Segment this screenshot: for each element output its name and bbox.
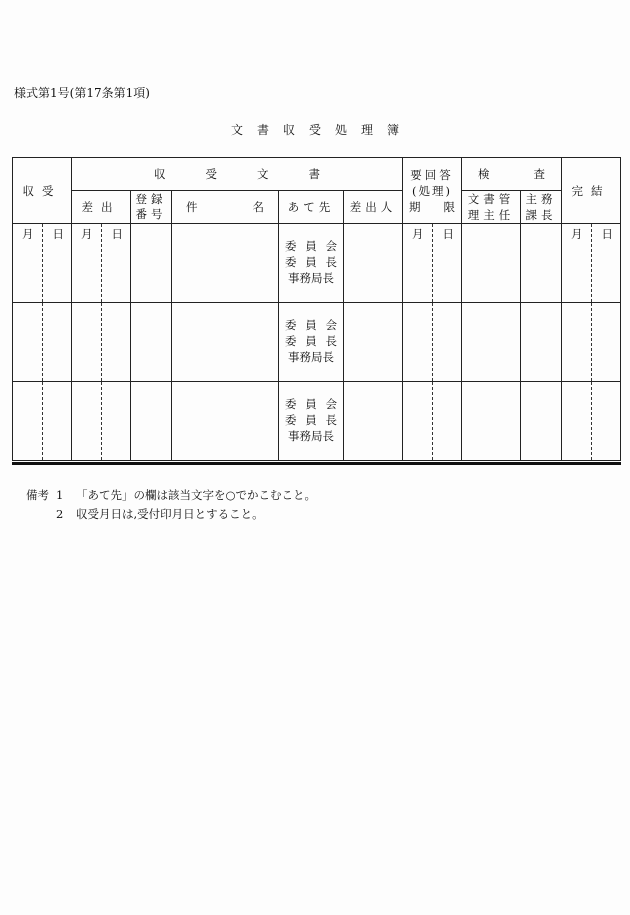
addressee-cell[interactable]: 委 員 会 委 員 長 事務局長 xyxy=(279,224,344,303)
subject-cell[interactable] xyxy=(172,382,279,461)
registration-number-header: 登録 番号 xyxy=(131,191,172,224)
subject-header: 件 名 xyxy=(172,191,279,224)
note-text: 収受月日は,受付印月日とすること。 xyxy=(76,507,264,521)
sender-date-cell[interactable] xyxy=(72,382,131,461)
sender-person-cell[interactable] xyxy=(344,224,403,303)
chief-cell[interactable] xyxy=(521,224,562,303)
document-register-table xyxy=(12,157,621,461)
doc-manager-cell[interactable] xyxy=(462,224,521,303)
table-bottom-rule xyxy=(12,462,621,465)
completion-date-cell[interactable] xyxy=(562,382,621,461)
deadline-date-cell[interactable]: 月 日 xyxy=(403,224,462,303)
addressee-header: あて先 xyxy=(279,191,344,224)
registration-number-cell[interactable] xyxy=(131,303,172,382)
chief-cell[interactable] xyxy=(521,303,562,382)
sender-person-header: 差出人 xyxy=(344,191,403,224)
notes xyxy=(26,486,316,524)
receipt-date-cell[interactable] xyxy=(13,303,72,382)
doc-manager-cell[interactable] xyxy=(462,303,521,382)
reply-deadline-header: 要回答 (処理) 期 限 xyxy=(403,158,462,224)
note-number: 1 xyxy=(56,488,64,502)
completion-date-cell[interactable]: 月 日 xyxy=(562,224,621,303)
table-row xyxy=(13,303,621,382)
addressee-cell[interactable]: 委 員 会 委 員 長 事務局長 xyxy=(279,382,344,461)
receipt-date-cell[interactable] xyxy=(13,382,72,461)
page-title: 文書収受処理簿 xyxy=(230,123,413,137)
table-row xyxy=(13,382,621,461)
table-row xyxy=(13,224,621,303)
inspection-header: 検 査 xyxy=(462,158,562,191)
doc-manager-cell[interactable] xyxy=(462,382,521,461)
subject-cell[interactable] xyxy=(172,224,279,303)
note-number: 2 xyxy=(56,507,64,521)
received-document-header: 収受文書 xyxy=(72,158,403,191)
sender-origin-header: 差出 xyxy=(72,191,131,224)
chief-header: 主務 課長 xyxy=(521,191,562,224)
completion-date-cell[interactable] xyxy=(562,303,621,382)
deadline-date-cell[interactable] xyxy=(403,303,462,382)
registration-number-cell[interactable] xyxy=(131,224,172,303)
doc-manager-header: 文書管 理主任 xyxy=(462,191,521,224)
note-text: 「あて先」の欄は該当文字を○でかこむこと。 xyxy=(76,488,317,502)
completion-header: 完結 xyxy=(562,158,621,224)
sender-person-cell[interactable] xyxy=(344,303,403,382)
form-number: 様式第1号(第17条第1項) xyxy=(14,86,150,100)
receipt-date-cell[interactable]: 月 日 xyxy=(13,224,72,303)
sender-person-cell[interactable] xyxy=(344,382,403,461)
receipt-header: 収受 xyxy=(13,158,72,224)
registration-number-cell[interactable] xyxy=(131,382,172,461)
sender-date-cell[interactable] xyxy=(72,303,131,382)
subject-cell[interactable] xyxy=(172,303,279,382)
chief-cell[interactable] xyxy=(521,382,562,461)
notes-label: 備考 xyxy=(26,488,49,502)
addressee-cell[interactable]: 委 員 会 委 員 長 事務局長 xyxy=(279,303,344,382)
deadline-date-cell[interactable] xyxy=(403,382,462,461)
sender-date-cell[interactable]: 月 日 xyxy=(72,224,131,303)
